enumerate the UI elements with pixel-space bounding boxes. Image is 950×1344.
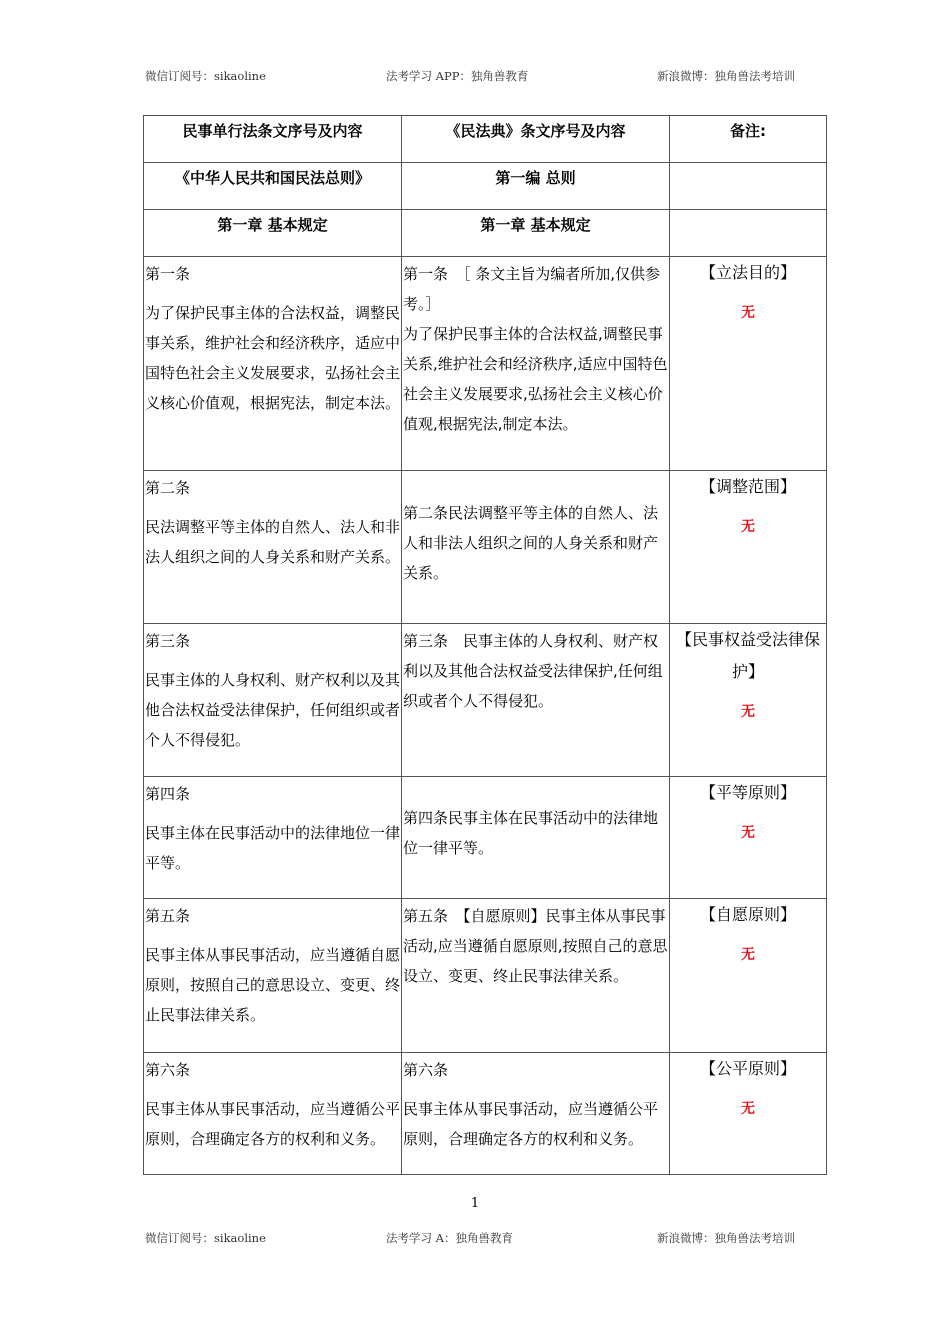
old-article-text: 为了保护民事主体的合法权益，调整民事关系，维护社会和经济秩序，适应中国特色社会主义发展要求，弘扬社会主义核心价值观，根据宪法，制定本法。 [145, 304, 401, 412]
header-weibo: 新浪微博：独角兽法考培训 [657, 69, 795, 83]
note-cell [670, 471, 827, 624]
new-article-text: 第二条民法调整平等主体的自然人、法人和非法人组织之间的人身关系和财产关系。 [403, 504, 659, 582]
chapter-notes [670, 210, 827, 257]
new-article-title: 第一条 ［ 条文主旨为编者所加,仅供参考。］ [403, 265, 661, 313]
old-article-title: 第一条 [145, 265, 191, 283]
new-article-text: 第四条民事主体在民事活动中的法律地位一律平等。 [403, 808, 659, 857]
old-article-text: 民事主体从事民事活动，应当遵循公平原则，合理确定各方的权利和义务。 [145, 1100, 401, 1148]
footer-weibo: 新浪微博：独角兽法考培训 [657, 1231, 795, 1245]
page-number: 1 [470, 1196, 480, 1211]
table-row [144, 471, 827, 624]
chapter-row [144, 210, 827, 257]
old-law-cell [144, 777, 402, 899]
comparison-table [143, 115, 827, 1175]
page-header [0, 68, 950, 88]
note-change: 无 [741, 1101, 755, 1117]
table-row [144, 777, 827, 899]
note-cell [670, 1053, 827, 1175]
new-article-text: 为了保护民事主体的合法权益,调整民事关系,维护社会和经济秩序,适应中国特色社会主义发展要求,弘扬社会主义核心价值观,根据宪法,制定本法。 [403, 325, 668, 433]
old-article-text: 民事主体的人身权利、财产权利以及其他合法权益受法律保护，任何组织或者个人不得侵犯。 [145, 671, 401, 749]
new-article-text: 第五条 【自愿原则】民事主体从事民事活动,应当遵循自愿原则,按照自己的意思设立、变更、终止民事法律关系。 [403, 907, 668, 985]
old-article-title: 第六条 [145, 1061, 191, 1079]
old-article-text: 民法调整平等主体的自然人、法人和非法人组织之间的人身关系和财产关系。 [145, 518, 401, 566]
old-article-title: 第五条 [145, 907, 191, 925]
section-old-law: 《中华人民共和国民法总则》 [144, 163, 402, 210]
section-notes [670, 163, 827, 210]
note-label: 【立法目的】 [699, 263, 796, 282]
footer-app: 法考学习 A：独角兽教育 [386, 1231, 513, 1245]
table-row [144, 899, 827, 1053]
old-law-cell [144, 624, 402, 777]
column-header-civil-code: 《民法典》条文序号及内容 [402, 116, 670, 163]
table-row [144, 624, 827, 777]
chapter-civil-code: 第一章 基本规定 [402, 210, 670, 257]
note-cell [670, 899, 827, 1053]
old-law-cell [144, 257, 402, 471]
section-row [144, 163, 827, 210]
note-label: 【公平原则】 [699, 1059, 796, 1078]
table-row [144, 1053, 827, 1175]
note-cell [670, 777, 827, 899]
note-label: 【自愿原则】 [699, 905, 796, 924]
table-row [144, 257, 827, 471]
old-article-text: 民事主体在民事活动中的法律地位一律平等。 [145, 824, 401, 872]
new-article-title: 第六条 [403, 1061, 449, 1079]
header-app: 法考学习 APP：独角兽教育 [386, 69, 529, 83]
table-header-row [144, 116, 827, 163]
note-label: 【调整范围】 [699, 477, 796, 496]
column-header-notes: 备注: [670, 116, 827, 163]
note-label: 【平等原则】 [699, 783, 796, 802]
old-article-title: 第四条 [145, 785, 191, 803]
header-wechat: 微信订阅号：sikaoline [145, 69, 266, 83]
civil-code-cell [402, 899, 670, 1053]
civil-code-cell [402, 777, 670, 899]
civil-code-cell [402, 257, 670, 471]
old-law-cell [144, 1053, 402, 1175]
civil-code-cell [402, 1053, 670, 1175]
civil-code-cell [402, 624, 670, 777]
old-article-title: 第三条 [145, 632, 191, 650]
old-article-text: 民事主体从事民事活动，应当遵循自愿原则，按照自己的意思设立、变更、终止民事法律关系。 [145, 946, 401, 1024]
old-law-cell [144, 471, 402, 624]
page-footer [0, 1230, 950, 1250]
section-civil-code: 第一编 总则 [402, 163, 670, 210]
new-article-text: 民事主体从事民事活动，应当遵循公平原则，合理确定各方的权利和义务。 [403, 1100, 659, 1148]
footer-wechat: 微信订阅号：sikaoline [145, 1231, 266, 1245]
note-change: 无 [741, 305, 755, 321]
note-change: 无 [741, 825, 755, 841]
note-change: 无 [741, 519, 755, 535]
note-change: 无 [741, 947, 755, 963]
chapter-old-law: 第一章 基本规定 [144, 210, 402, 257]
old-article-title: 第二条 [145, 479, 191, 497]
column-header-old-law: 民事单行法条文序号及内容 [144, 116, 402, 163]
note-change: 无 [741, 704, 755, 720]
new-article-text: 第三条 民事主体的人身权利、财产权利以及其他合法权益受法律保护,任何组织或者个人不得侵犯。 [403, 632, 663, 710]
civil-code-cell [402, 471, 670, 624]
note-cell [670, 624, 827, 777]
note-cell [670, 257, 827, 471]
old-law-cell [144, 899, 402, 1053]
note-label: 【民事权益受法律保护】 [675, 630, 820, 681]
